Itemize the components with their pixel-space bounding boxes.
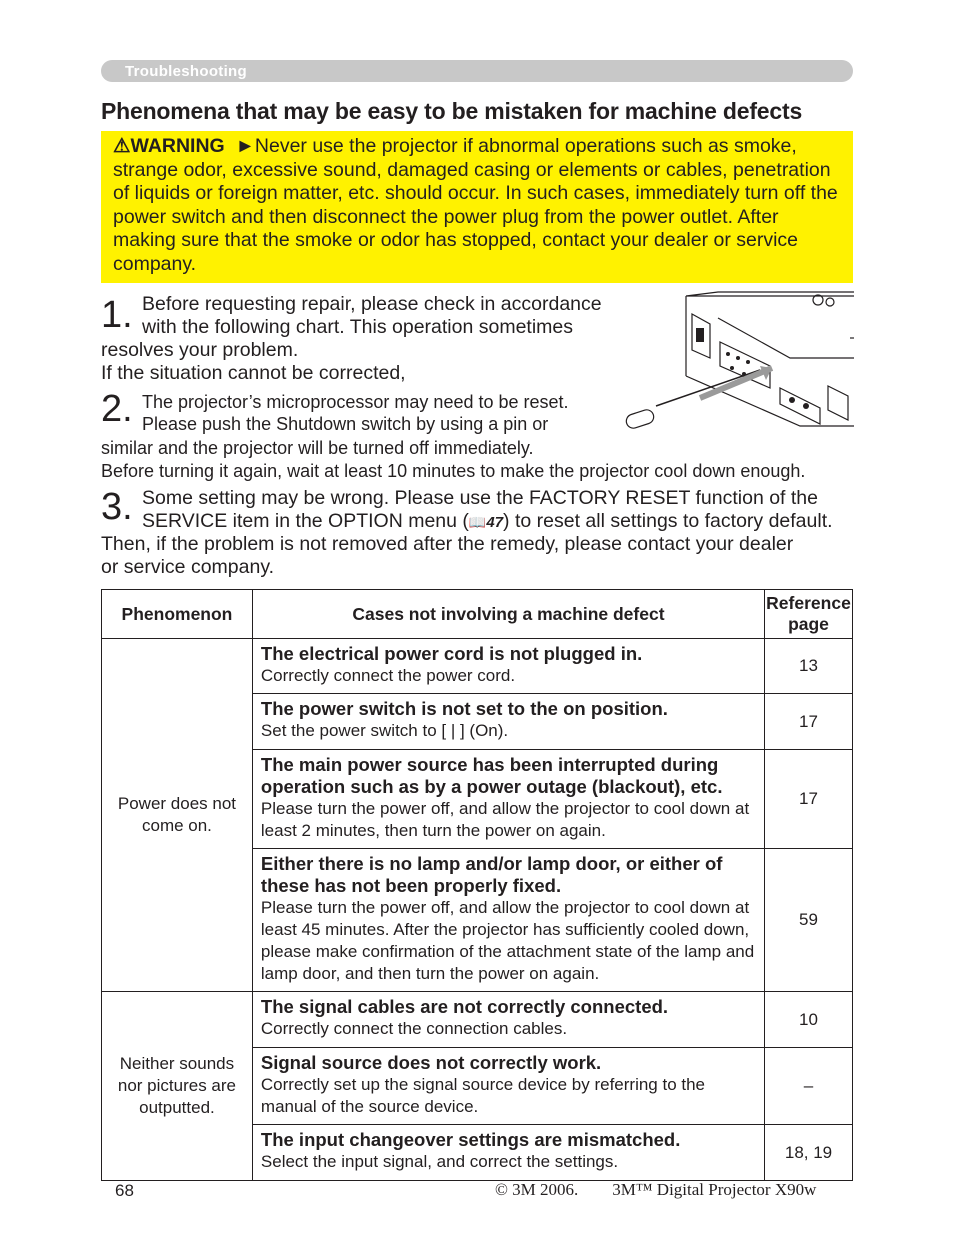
phenomenon-cell: Neither sounds nor pictures are outputted. (102, 992, 253, 1181)
table-header-row (102, 590, 853, 639)
reference-cell: 18, 19 (764, 1125, 852, 1181)
case-cell: Signal source does not correctly work. Correctly set up the signal source device by referring to the manual of the source device. (252, 1048, 764, 1125)
warning-icon: ⚠ (113, 135, 131, 157)
step-1-line-3: resolves your problem. (101, 339, 299, 361)
reference-cell: 59 (764, 849, 852, 992)
step-3-line-4: or service company. (101, 556, 275, 578)
troubleshooting-table (101, 589, 853, 1181)
reference-cell: 10 (764, 992, 852, 1048)
step-3-line-2a: SERVICE item in the OPTION menu ( (142, 510, 469, 532)
step-3-line-3: Then, if the problem is not removed after the remedy, please contact your dealer (101, 533, 794, 555)
header-cases: Cases not involving a machine defect (252, 590, 764, 639)
page-title: Phenomena that may be easy to be mistaken for machine defects (101, 98, 803, 124)
book-icon: 📖 (468, 514, 487, 530)
step-3-line-2 (142, 510, 833, 534)
warning-label: WARNING (130, 135, 225, 157)
step-2-line-2: Please push the Shutdown switch by using a pin or (142, 414, 549, 434)
projector-shutdown-illustration (620, 288, 854, 438)
phenomenon-cell: Power does not come on. (102, 639, 253, 992)
case-cell: The input changeover settings are mismatched. Select the input signal, and correct the settings. (252, 1125, 764, 1181)
step-1-line-1: Before requesting repair, please check in accordance (142, 293, 602, 315)
step-3-number: 3. (101, 486, 133, 528)
page-number: 68 (115, 1181, 134, 1200)
warning-text: Never use the projector if abnormal operations such as smoke, strange odor, excessive sound, damaged casing or elements or cables, penetration of liquids or foreign matter, etc. should occur. In such cases, immediately turn off the power switch and then disconnect the power plug from the power outlet. After making sure that the smoke or odor has stopped, contact your dealer or service company. (113, 135, 838, 275)
step-2-line-1: The projector’s microprocessor may need to be reset. (142, 392, 569, 412)
ref-page-link[interactable]: 47 (486, 514, 504, 531)
case-cell: The power switch is not set to the on position. Set the power switch to [ | ] (On). (252, 694, 764, 750)
footer-copyright: © 3M 2006. 3M™ Digital Projector X90w (495, 1180, 817, 1199)
case-cell: The electrical power cord is not plugged in. Correctly connect the power cord. (252, 639, 764, 694)
step-2-line-3: similar and the projector will be turned off immediately. (101, 438, 534, 458)
step-1-line-4: If the situation cannot be corrected, (101, 362, 406, 384)
reference-cell: 13 (764, 639, 852, 694)
table-row (102, 639, 853, 694)
case-cell: Either there is no lamp and/or lamp door, or either of these has not been properly fixed. Please turn the power off, and allow the projector to cool down at least 45 minutes. After the projector has sufficiently cooled down, please make confirmation of the attachment state of the lamp and lamp door, and then turn the power on again. (252, 849, 764, 992)
step-3-line-2b: ) to reset all settings to factory default. (503, 510, 833, 532)
header-reference: Reference page (764, 590, 852, 639)
reference-cell: 17 (764, 750, 852, 849)
step-2-line-4: Before turning it again, wait at least 10 minutes to make the projector cool down enough. (101, 461, 806, 481)
reference-cell: 17 (764, 694, 852, 750)
step-3-line-1: Some setting may be wrong. Please use the FACTORY RESET function of the (142, 487, 818, 509)
section-header-bar (101, 60, 853, 82)
section-label: Troubleshooting (125, 63, 247, 80)
table-row (102, 992, 853, 1048)
step-1-line-2: with the following chart. This operation sometimes (142, 316, 574, 338)
case-cell: The main power source has been interrupted during operation such as by a power outage (blackout), etc. Please turn the power off, and allow the projector to cool down at least 2 minutes, then turn the power on again. (252, 750, 764, 849)
header-phenomenon: Phenomenon (102, 590, 253, 639)
reference-cell: – (764, 1048, 852, 1125)
case-cell: The signal cables are not correctly connected. Correctly connect the connection cables. (252, 992, 764, 1048)
warning-box (101, 131, 853, 283)
arrow-icon: ► (235, 135, 255, 157)
step-2-number: 2. (101, 388, 133, 430)
step-1-number: 1. (101, 294, 133, 336)
